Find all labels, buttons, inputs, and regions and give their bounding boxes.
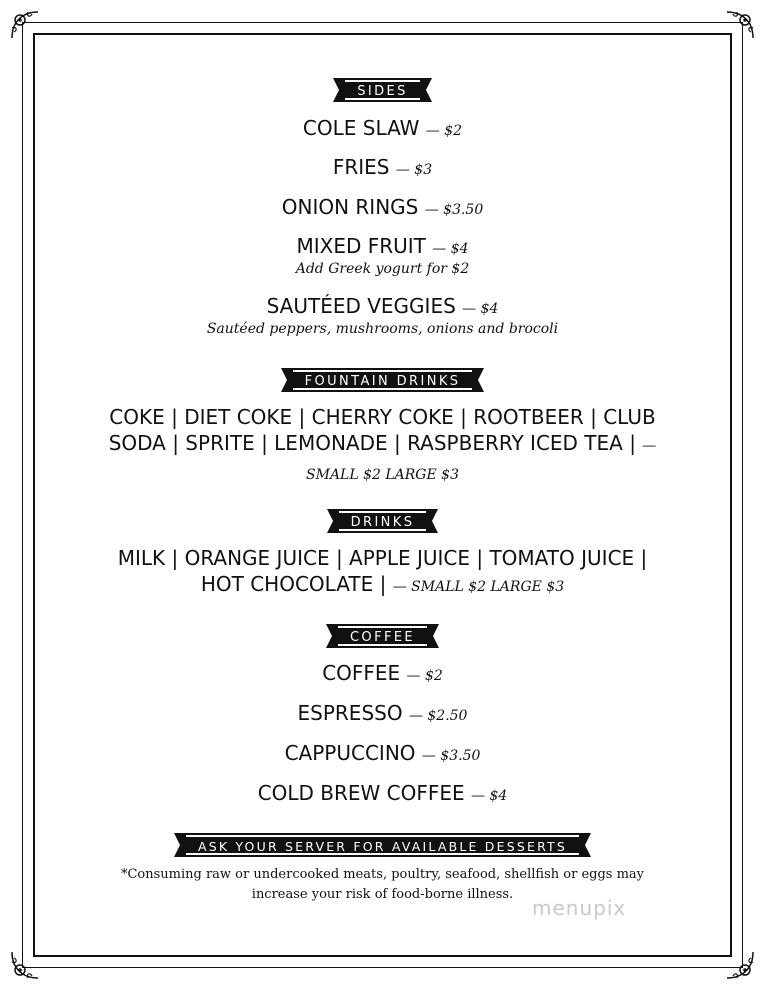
menu-item: COLD BREW COFFEE — $4: [257, 781, 508, 805]
ribbon-tail-icon: [472, 368, 484, 392]
ribbon-tail-icon: [579, 833, 591, 857]
section-title: SIDES: [357, 84, 408, 99]
desserts-text: ASK YOUR SERVER FOR AVAILABLE DESSERTS: [197, 839, 568, 854]
section-title: DRINKS: [350, 515, 415, 530]
section-title: COFFEE: [349, 630, 416, 645]
menu-item: COLE SLAW — $2: [302, 116, 463, 140]
section-banner-coffee: [40, 624, 725, 648]
drinks-list: MILK | ORANGE JUICE | APPLE JUICE | TOMATO JUICE | HOT CHOCOLATE | — SMALL $2 LARGE $3: [117, 546, 648, 596]
menu-item: MIXED FRUIT — $4: [296, 234, 469, 258]
menu-item: ESPRESSO — $2.50: [297, 701, 468, 725]
ribbon-tail-icon: [333, 78, 345, 102]
desserts-banner: [40, 833, 725, 857]
flourish-corner-icon: [8, 8, 42, 42]
fountain-drinks-list: COKE | DIET COKE | CHERRY COKE | ROOTBEER | CLUB SODA | SPRITE | LEMONADE | RASPBERRY ICED TEA | — SMALL $2 LARGE $3: [108, 405, 657, 483]
section-title: FOUNTAIN DRINKS: [304, 374, 461, 389]
menu-item: FRIES — $3: [332, 155, 433, 179]
section-banner-drinks: [40, 509, 725, 533]
watermark-logo: menupix: [532, 896, 627, 920]
menu-item: CAPPUCCINO — $3.50: [284, 741, 481, 765]
ribbon-tail-icon: [420, 78, 432, 102]
ribbon-tail-icon: [281, 368, 293, 392]
item-description: Add Greek yogurt for $2: [295, 261, 470, 277]
section-banner-fountain: [40, 368, 725, 392]
menu-item: COFFEE — $2: [322, 661, 443, 685]
ribbon-tail-icon: [427, 624, 439, 648]
ribbon-tail-icon: [174, 833, 186, 857]
flourish-corner-icon: [723, 948, 757, 982]
flourish-corner-icon: [723, 8, 757, 42]
ribbon-tail-icon: [426, 509, 438, 533]
food-safety-disclaimer: *Consuming raw or undercooked meats, poultry, seafood, shellfish or eggs may increase your risk of food-borne illness.: [120, 867, 645, 902]
ribbon-tail-icon: [326, 624, 338, 648]
section-banner-sides: [40, 78, 725, 102]
menu-item: SAUTÉED VEGGIES — $4: [266, 294, 499, 318]
ribbon-tail-icon: [327, 509, 339, 533]
menu-item: ONION RINGS — $3.50: [281, 195, 484, 219]
flourish-corner-icon: [8, 948, 42, 982]
item-description: Sautéed peppers, mushrooms, onions and brocoli: [206, 321, 559, 337]
